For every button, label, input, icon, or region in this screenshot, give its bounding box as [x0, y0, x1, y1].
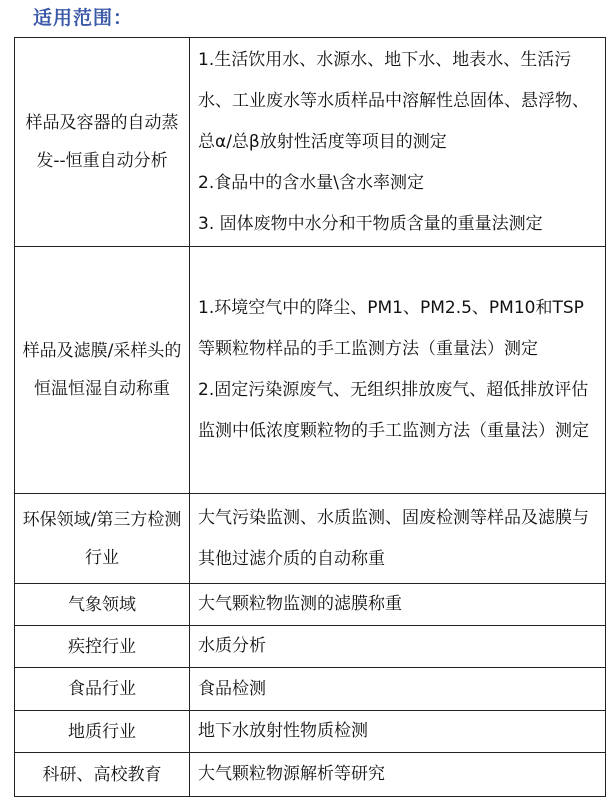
- usage-cell: [190, 494, 606, 584]
- usage-cell: [190, 626, 606, 668]
- field-cell: 食品行业: [15, 668, 190, 711]
- table-row: [15, 584, 606, 626]
- field-cell: 样品及滤膜/采样头的恒温恒湿自动称重: [15, 247, 190, 494]
- usage-line: 大气污染监测、水质监测、固废检测等样品及滤膜与其他过滤介质的自动称重: [198, 507, 589, 569]
- table-row: [15, 668, 606, 711]
- usage-line: 大气颗粒物监测的滤膜称重: [198, 594, 402, 614]
- table-row: [15, 626, 606, 668]
- table-row: [15, 494, 606, 584]
- field-cell: 地质行业: [15, 711, 190, 753]
- usage-line: 2.食品中的含水量\含水率测定: [198, 172, 424, 193]
- usage-line: 1.环境空气中的降尘、PM1、PM2.5、PM10和TSP等颗粒物样品的手工监测方法（重量法）测定: [198, 298, 584, 359]
- usage-cell: [190, 247, 606, 494]
- usage-cell: [190, 753, 606, 797]
- usage-line: 食品检测: [198, 678, 266, 699]
- table-row: [15, 711, 606, 753]
- section-title: 适用范围：: [33, 7, 134, 29]
- usage-line: 3. 固体废物中水分和干物质含量的重量法测定: [198, 213, 543, 234]
- usage-line: 2.固定污染源废气、无组织排放废气、超低排放评估监测中低浓度颗粒物的手工监测方法（重量法）测定: [198, 380, 589, 441]
- field-cell: 科研、高校教育: [15, 753, 190, 797]
- field-cell: 环保领域/第三方检测行业: [15, 494, 190, 584]
- usage-cell: [190, 38, 606, 247]
- field-cell: 疾控行业: [15, 626, 190, 668]
- usage-cell: [190, 584, 606, 626]
- table-row: [15, 38, 606, 247]
- usage-line: 地下水放射性物质检测: [198, 721, 368, 741]
- usage-cell: [190, 668, 606, 711]
- usage-cell: [190, 711, 606, 753]
- usage-line: 水质分析: [198, 636, 266, 656]
- table-row: [15, 753, 606, 797]
- usage-line: 大气颗粒物源解析等研究: [198, 764, 385, 784]
- application-scope-table: [14, 37, 606, 797]
- field-cell: 样品及容器的自动蒸发--恒重自动分析: [15, 38, 190, 247]
- usage-line: 1.生活饮用水、水源水、地下水、地表水、生活污水、工业废水等水质样品中溶解性总固体、悬浮物、总α/总β放射性活度等项目的测定: [198, 49, 589, 152]
- field-cell: 气象领域: [15, 584, 190, 626]
- table-row: [15, 247, 606, 494]
